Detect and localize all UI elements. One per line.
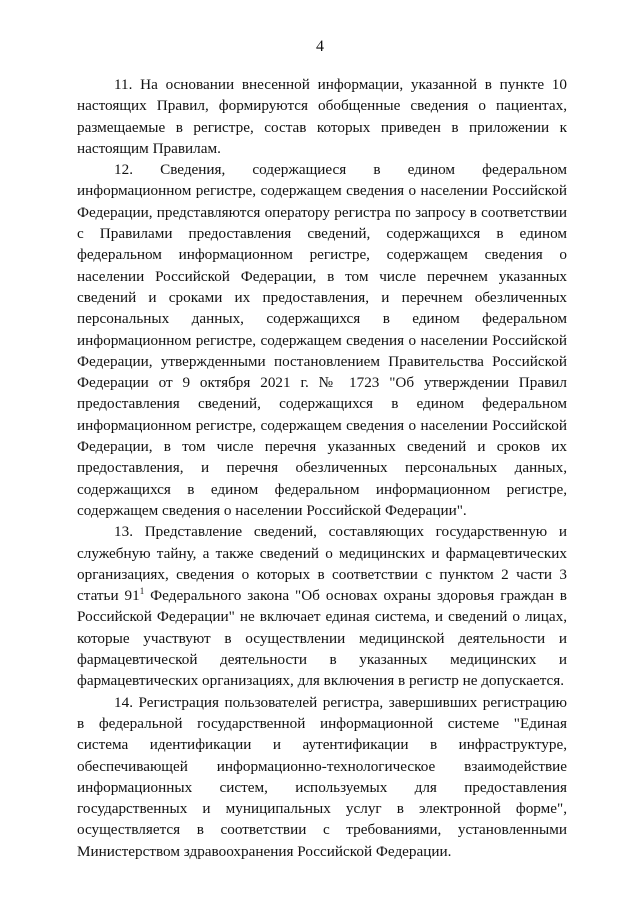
paragraph-13-text-after: Федерального закона "Об основах охраны здоровья граждан в Российской Федерации" не включает единая система, и сведений о лицах, которые участвуют в осуществлении медицинской деятельности и фармацевтической деятельности в указанных медицинских и фармацевтических организациях, для включения в регистр не допускается. bbox=[77, 587, 567, 690]
paragraph-14: 14. Регистрация пользователей регистра, завершивших регистрацию в федеральной государственной информационной системе "Единая система идентификации и аутентификации в инфраструктуре, обеспечивающей информационно-технологическое взаимодействие информационных систем, используемых для предоставления государственных и муниципальных услуг в электронной форме", осуществляется в соответствии с требованиями, установленными Министерством здравоохранения Российской Федерации. bbox=[77, 693, 567, 860]
document-body bbox=[77, 74, 567, 862]
paragraph-11: 11. На основании внесенной информации, указанной в пункте 10 настоящих Правил, формируются обобщенные сведения о пациентах, размещаемые в регистре, состав которых приведен в приложении к настоящим Правилам. bbox=[77, 76, 567, 157]
paragraph-12: 12. Сведения, содержащиеся в едином федеральном информационном регистре, содержащем сведения о населении Российской Федерации, представляются оператору регистра по запросу в соответствии с Правилами предоставления сведений, содержащихся в едином федеральном информационном регистре, содержащем сведения о населении Российской Федерации, в том числе перечнем указанных сведений и сроками их предоставления, и перечнем обезличенных персональных данных, содержащихся в едином федеральном информационном регистре, содержащем сведения о населении Российской Федерации, утвержденными постановлением Правительства Российской Федерации от 9 октября 2021 г. № 1723 "Об утверждении Правил предоставления сведений, содержащихся в едином федеральном информационном регистре, содержащем сведения о населении Российской Федерации, в том числе перечня указанных сведений и сроков их предоставления, и перечня обезличенных персональных данных, содержащихся в едином федеральном информационном регистре, содержащем сведения о населении Российской Федерации". bbox=[77, 161, 567, 519]
page-number: 4 bbox=[316, 38, 324, 55]
paragraph-13 bbox=[77, 521, 567, 691]
paragraph-13-text-before: 13. Представление сведений, составляющих государственную и служебную тайну, а также сведений о медицинских и фармацевтических организациях, сведения о которых в соответствии с пунктом 2 части 3 статьи 91 bbox=[77, 523, 567, 605]
footnote-superscript: 1 bbox=[139, 586, 145, 597]
